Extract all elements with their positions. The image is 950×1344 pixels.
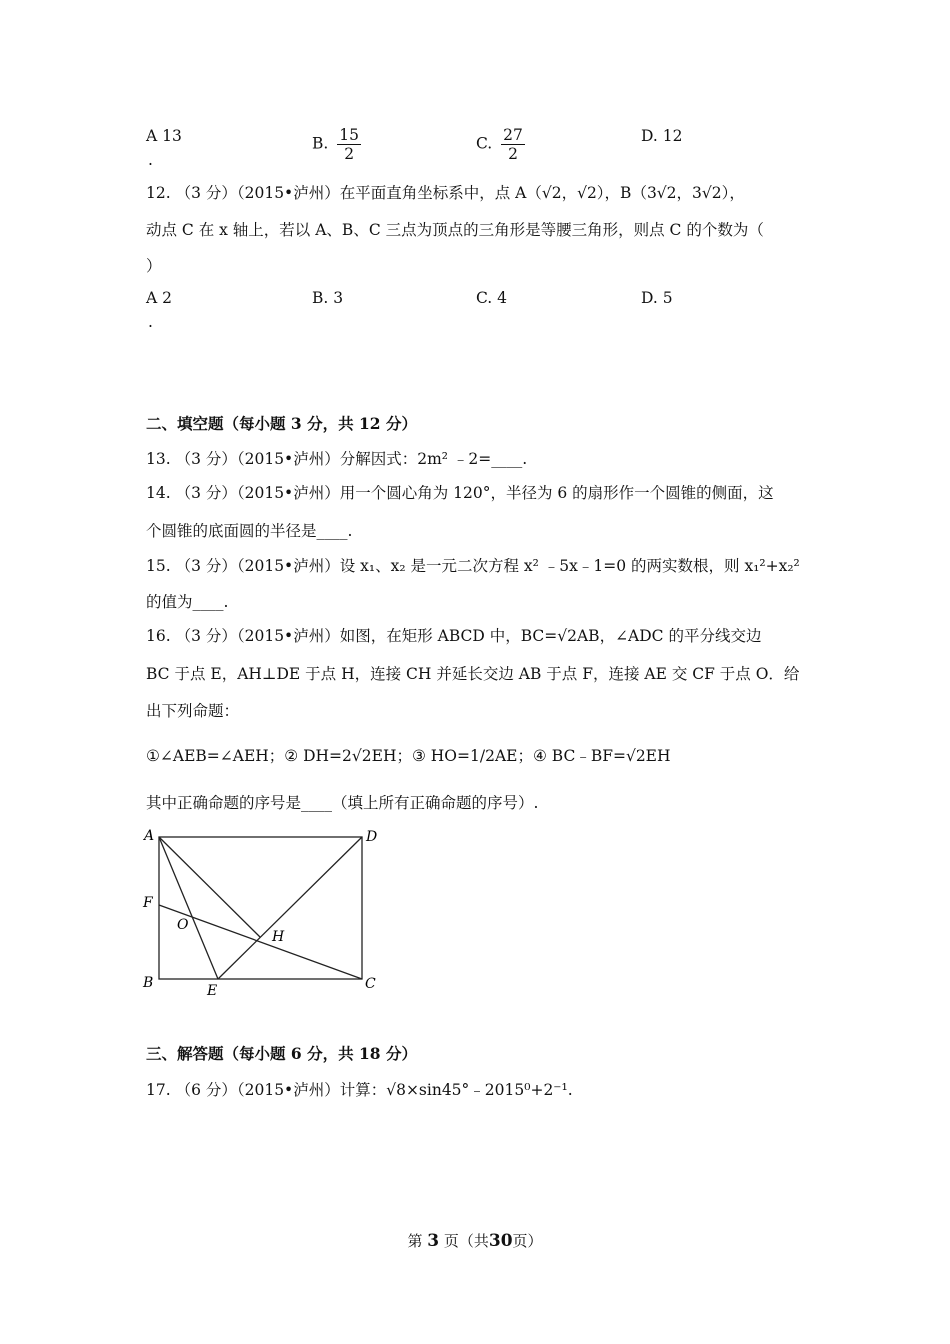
q12-line1: 12. （3 分）（2015•泸州）在平面直角坐标系中，点 A（√2，√2），B（3√2，3√2）， [146,184,745,202]
q12-option-a: A 2 [146,289,172,307]
rectangle-figure [140,825,390,1000]
q12-option-d: D. 5 [641,289,673,307]
q14-line2: 个圆锥的底面圆的半径是____. [146,522,353,540]
segment-fc [159,905,362,979]
label-h: H [272,929,285,945]
q11-option-d: D. 12 [641,127,683,145]
q14-line1: 14. （3 分）（2015•泸州）用一个圆心角为 120°，半径为 6 的扇形作一个圆锥的侧面，这 [146,484,774,502]
q11-option-b: B. $\frac{15}{2}$ [312,126,359,163]
q16-line2: BC 于点 E，AH⊥DE 于点 H，连接 CH 并延长交边 AB 于点 F，连接 AE 交 CF 于点 O．给 [146,665,800,683]
q16-line3: 出下列命题： [146,702,240,720]
q15-line1: 15. （3 分）（2015•泸州）设 x₁、x₂ 是一元二次方程 x² ﹣5x﹣1=0 的两实数根，则 x₁²+x₂² [146,557,800,575]
q13: 13. （3 分）（2015•泸州）分解因式：2m² ﹣2=____. [146,450,528,468]
rectangle-abcd [159,837,362,979]
q11-option-c: C. $\frac{27}{2}$ [476,126,523,163]
q15-line2: 的值为____. [146,593,229,611]
q12-line3: ） [146,257,162,275]
label-f: F [143,895,153,911]
q16-line5: 其中正确命题的序号是____（填上所有正确命题的序号）. [146,794,539,812]
q11-dot: . [148,151,153,169]
label-b: B [143,975,154,991]
label-o: O [177,917,189,933]
q12-option-c: C. 4 [476,289,508,307]
q16-line4: ①∠AEB=∠AEH；② DH=2√2EH；③ HO=1/2AE；④ BC﹣BF=√2EH [146,747,671,765]
q11-option-a: A 13 [146,127,182,145]
q16-line1: 16. （3 分）（2015•泸州）如图，在矩形 ABCD 中，BC=√2AB，∠ADC 的平分线交边 [146,627,762,645]
label-c: C [365,976,376,992]
label-e: E [207,983,218,999]
q12-line2: 动点 C 在 x 轴上，若以 A、B、C 三点为顶点的三角形是等腰三角形，则点 C 的个数为（ [146,221,764,239]
q17: 17. （6 分）（2015•泸州）计算：√8×sin45°﹣2015⁰+2⁻¹. [146,1081,573,1099]
section3-heading: 三、解答题（每小题 6 分，共 18 分） [146,1044,417,1063]
q12-dot: . [148,313,153,331]
section2-heading: 二、填空题（每小题 3 分，共 12 分） [146,414,417,433]
label-a: A [144,828,155,844]
label-d: D [366,829,378,845]
page-footer: 第 3 页（共30页） [407,1231,543,1251]
q12-option-b: B. 3 [312,289,344,307]
segment-de [218,837,362,979]
segment-ah [159,837,260,937]
